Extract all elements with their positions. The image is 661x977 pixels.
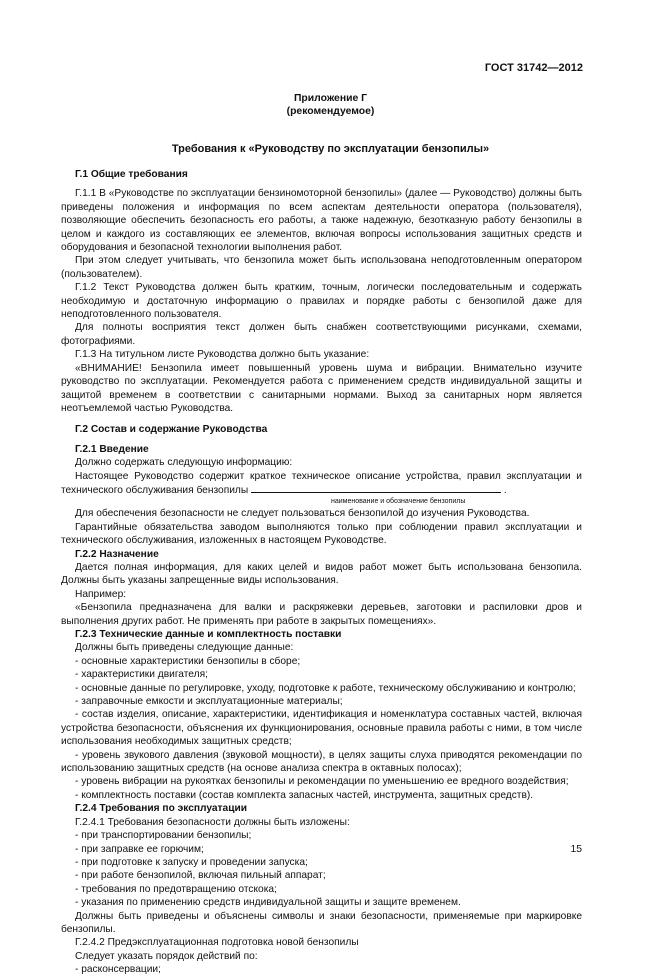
list-item: - требования по предотвращению отскока; (75, 883, 277, 895)
appendix-title: Приложение Г (293, 93, 368, 104)
subsection-heading: Г.2.2 Назначение (75, 548, 159, 560)
paragraph: Г.2.4.1 Требования безопасности должны быть изложены: (75, 816, 350, 828)
appendix-heading (0, 92, 661, 118)
list-item: - уровень звукового давления (звуковой мощности), в целях защиты слуха приводятся рекомендации по использованию защитных средств (на основе анализа спектра в октавных полосах); (61, 749, 582, 775)
list-item: - при транспортировании бензопилы; (75, 830, 252, 842)
section-heading: Г.2 Состав и содержание Руководства (75, 424, 268, 436)
blank-caption: наименование и обозначение бензопилы (331, 498, 466, 506)
subsection-heading: Г.2.3 Технические данные и комплектность поставки (75, 629, 342, 640)
paragraph: Должно содержать следующую информацию: (75, 457, 293, 469)
paragraph-with-blank: Настоящее Руководство содержит краткое техническое описание устройства, правил эксплуатации и технического обслуживания бензопилы . (61, 470, 582, 496)
list-item: - при заправке ее горючим; (75, 843, 204, 855)
list-item: - уровень вибрации на рукоятках бензопилы и рекомендации по уменьшению ее вредного воздействия; (75, 776, 569, 788)
document-body (61, 168, 582, 977)
paragraph: При этом следует учитывать, что бензопила может быть использована неподготовленным оператором (пользователем). (61, 255, 582, 280)
subsection-heading: Г.2.4 Требования по эксплуатации (75, 803, 248, 815)
paragraph: Гарантийные обязательства заводом выполняются только при соблюдении правил эксплуатации и технического обслуживания, изложенных в настоящем Руководстве. (61, 521, 582, 547)
paragraph: Следует указать порядок действий по: (75, 950, 258, 962)
standard-code: ГОСТ 31742—2012 (484, 62, 583, 74)
list-item: - расконсервации; (75, 964, 161, 976)
section-heading: Г.1 Общие требования (75, 169, 188, 180)
paragraph: Например: (75, 588, 127, 600)
paragraph: Должны быть приведены и объяснены символы и знаки безопасности, применяемые при маркировке бензопилы. (61, 910, 582, 935)
subsection-heading: Г.2.1 Введение (75, 443, 149, 455)
list-item: - состав изделия, описание, характеристики, идентификация и номенклатура составных частей, включая устройства безопасности, объяснения их функционирования, основные правила работы с ними, в том числе использования необходимых защитных средств; (61, 709, 582, 748)
paragraph: Для полноты восприятия текст должен быть снабжен соответствующими рисунками, схемами, фотографиями. (61, 322, 582, 347)
paragraph: Г.1.3 На титульном листе Руководства должно быть указание: (75, 349, 370, 361)
paragraph: «ВНИМАНИЕ! Бензопила имеет повышенный уровень шума и вибрации. Внимательно изучите руководство по эксплуатации. Рекомендуется работа с применением средств индивидуальной защиты и защитой временем в соответствии с санитарными нормами. Выход за санитарных норм является неотъемлемой частью Руководства. (61, 362, 582, 414)
paragraph: Дается полная информация, для каких целей и видов работ может быть использована бензопила. Должны быть указаны запрещенные виды использования. (61, 561, 582, 587)
list-item: - основные характеристики бензопилы в сборе; (75, 655, 301, 667)
list-item: - при подготовке к запуску и проведении запуска; (75, 856, 308, 868)
list-item: - характеристики двигателя; (75, 669, 208, 681)
list-item: - основные данные по регулировке, уходу, подготовке к работе, техническому обслуживанию и контролю; (75, 682, 576, 694)
paragraph: Для обеспечения безопасности не следует пользоваться бензопилой до изучения Руководства. (75, 508, 530, 520)
appendix-note: (рекомендуемое) (286, 106, 375, 117)
paragraph: Г.1.1 В «Руководстве по эксплуатации бензиномоторной бензопилы» (далее — Руководство) должны быть приведены положения и информация по всем аспектам деятельности оператора (пользователя), позволяющие обеспечить безопасность его работы, а также надежную, безотказную работу бензопилы в целом и каждого из составляющих ее элементов, включая вопросы использования защитных средств и оборудования и безопасной технологии выполнения работ. (61, 188, 582, 254)
paragraph: Г.2.4.2 Предэксплуатационная подготовка новой бензопилы (75, 937, 359, 949)
list-item: - при работе бензопилой, включая пильный аппарат; (75, 870, 326, 882)
paragraph: «Бензопила предназначена для валки и раскряжевки деревьев, заготовки и распиловки дров и выполнения других работ. Не применять при работе в закрытых помещениях». (61, 602, 582, 627)
list-item: - комплектность поставки (состав комплекта запасных частей, инструмента, защитных средств). (75, 789, 534, 801)
paragraph-text: Настоящее Руководство содержит краткое техническое описание устройства, правил эксплуатации и технического обслуживания бензопилы (61, 470, 582, 496)
paragraph: Должны быть приведены следующие данные: (75, 642, 294, 654)
page-number: 15 (570, 844, 582, 855)
paragraph: Г.1.2 Текст Руководства должен быть кратким, точным, логически последовательным и содержать необходимую и достаточную информацию о правилах и порядке работы с бензопилой даже для неподготовленного пользователя. (61, 282, 582, 321)
list-item: - указания по применению средств индивидуальной защиты и защите временем. (75, 897, 461, 909)
fill-in-blank (251, 483, 501, 493)
list-item: - заправочные емкости и эксплуатационные материалы; (75, 696, 343, 708)
document-title: Требования к «Руководству по эксплуатации бензопилы» (171, 143, 490, 155)
